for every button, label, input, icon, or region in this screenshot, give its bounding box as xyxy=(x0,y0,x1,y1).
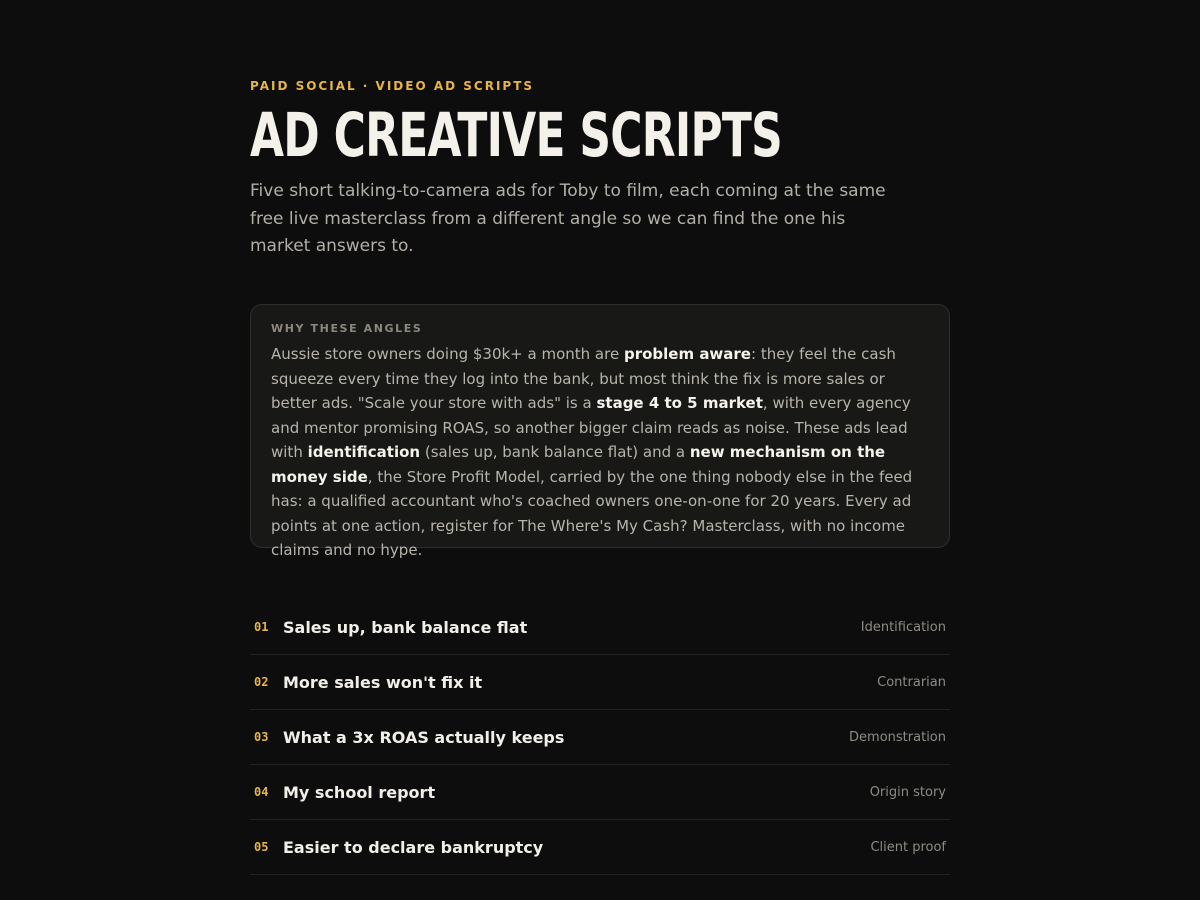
script-title: Easier to declare bankruptcy xyxy=(283,837,544,857)
callout-text: (sales up, bank balance flat) and a xyxy=(420,443,690,461)
callout-text: : they feel the cash squeeze every time they log into the bank, but most think the fix is more sales or better ads. "Scale your store with ads" is a xyxy=(271,345,896,412)
script-row[interactable] xyxy=(250,600,950,655)
callout-text: , with every agency and mentor promising ROAS, so another bigger claim reads as noise. These ads lead with xyxy=(271,394,911,461)
page-title: AD CREATIVE SCRIPTS xyxy=(250,100,783,171)
script-angle: Client proof xyxy=(870,839,946,855)
script-row[interactable] xyxy=(250,710,950,765)
eyebrow-label: PAID SOCIAL · VIDEO AD SCRIPTS xyxy=(250,79,535,93)
script-title: Sales up, bank balance flat xyxy=(283,617,528,637)
script-number: 03 xyxy=(254,730,269,744)
script-title: More sales won't fix it xyxy=(283,672,483,692)
callout-body xyxy=(271,342,933,563)
script-list xyxy=(250,600,950,875)
script-row[interactable] xyxy=(250,765,950,820)
script-title: What a 3x ROAS actually keeps xyxy=(283,727,565,747)
script-angle: Identification xyxy=(860,619,946,635)
script-number: 04 xyxy=(254,785,269,799)
script-angle: Demonstration xyxy=(849,729,946,745)
script-title: My school report xyxy=(283,782,436,802)
script-number: 02 xyxy=(254,675,269,689)
callout-label: WHY THESE ANGLES xyxy=(271,322,423,335)
script-number: 05 xyxy=(254,840,269,854)
script-row[interactable] xyxy=(250,655,950,710)
script-angle: Contrarian xyxy=(877,674,946,690)
callout-emphasis: stage 4 to 5 market xyxy=(596,394,763,412)
callout-emphasis: identification xyxy=(307,443,421,461)
callout-emphasis: new mechanism on the money side xyxy=(271,443,886,486)
script-number: 01 xyxy=(254,620,269,634)
script-row[interactable] xyxy=(250,820,950,875)
page-subtitle: Five short talking-to-camera ads for Toby to film, each coming at the same free live masterclass from a different angle so we can find the one his market answers to. xyxy=(250,181,886,256)
callout-text: , the Store Profit Model, carried by the one thing nobody else in the feed has: a qualified accountant who's coached owners one-on-one for 20 years. Every ad points at one action, register for The Where's My Cash? Masterclass, with no income claims and no hype. xyxy=(271,467,913,559)
script-angle: Origin story xyxy=(869,784,946,800)
callout-emphasis: problem aware xyxy=(623,345,751,363)
callout-text: Aussie store owners doing $30k+ a month are xyxy=(271,345,624,363)
angles-callout xyxy=(250,304,950,559)
